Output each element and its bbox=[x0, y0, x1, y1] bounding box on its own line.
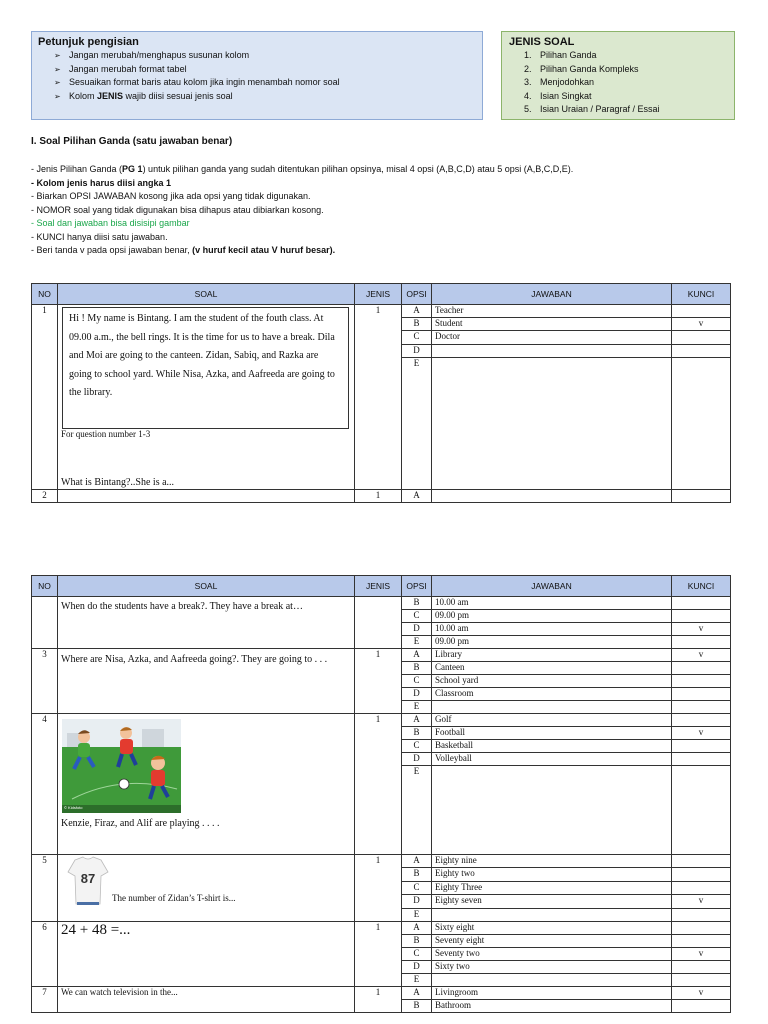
table-row bbox=[32, 305, 731, 318]
answer-text bbox=[432, 344, 672, 357]
question-cell bbox=[58, 855, 355, 922]
jenis-value: 1 bbox=[355, 305, 402, 490]
question-number: 5 bbox=[32, 855, 58, 922]
arrow-bullet-icon: ➢ bbox=[54, 64, 61, 74]
table-row bbox=[32, 855, 731, 868]
answer-text bbox=[432, 490, 672, 503]
question-table-2 bbox=[31, 575, 731, 1013]
answer-text: Teacher bbox=[432, 305, 672, 318]
answer-key bbox=[672, 868, 731, 881]
answer-text: Eighty Three bbox=[432, 881, 672, 894]
jenis-soal-title: JENIS SOAL bbox=[509, 36, 575, 48]
header-jenis: JENIS bbox=[355, 284, 402, 305]
question-text: Where are Nisa, Azka, and Aafreeda going?. They are going to . . . bbox=[58, 649, 355, 714]
option-letter: D bbox=[402, 623, 432, 636]
table-row bbox=[32, 987, 731, 1000]
jenis-value: 1 bbox=[355, 855, 402, 922]
answer-text: Football bbox=[432, 727, 672, 740]
instruction-item: ➢ Jangan merubah/menghapus susunan kolom bbox=[54, 49, 340, 63]
question-number: 7 bbox=[32, 987, 58, 1013]
table-row bbox=[32, 649, 731, 662]
arrow-bullet-icon: ➢ bbox=[54, 51, 61, 60]
answer-key: v bbox=[672, 987, 731, 1000]
answer-text bbox=[432, 701, 672, 714]
answer-key: v bbox=[672, 318, 731, 331]
option-letter: A bbox=[402, 649, 432, 662]
answer-key bbox=[672, 961, 731, 974]
note-line: - Biarkan OPSI JAWABAN kosong jika ada opsi yang tidak digunakan. bbox=[31, 191, 311, 201]
answer-key bbox=[672, 881, 731, 894]
option-letter: C bbox=[402, 675, 432, 688]
answer-key: v bbox=[672, 649, 731, 662]
arrow-bullet-icon: ➢ bbox=[54, 78, 61, 87]
answer-text: 09.00 pm bbox=[432, 636, 672, 649]
answer-key bbox=[672, 636, 731, 649]
answer-key: v bbox=[672, 623, 731, 636]
section-title: I. Soal Pilihan Ganda (satu jawaban benar) bbox=[31, 136, 233, 147]
table-header-row bbox=[32, 576, 731, 597]
note-line: - NOMOR soal yang tidak digunakan bisa dihapus atau dibiarkan kosong. bbox=[31, 204, 324, 215]
answer-text bbox=[432, 766, 672, 855]
answer-text: Sixty two bbox=[432, 961, 672, 974]
answer-key: v bbox=[672, 895, 731, 908]
answer-text: Volleyball bbox=[432, 753, 672, 766]
option-letter: B bbox=[402, 727, 432, 740]
header-no: NO bbox=[32, 576, 58, 597]
question-cell bbox=[58, 490, 355, 503]
header-kunci: KUNCI bbox=[672, 576, 731, 597]
table-header-row bbox=[32, 284, 731, 305]
header-opsi: OPSI bbox=[402, 576, 432, 597]
jenis-item: 5. Isian Uraian / Paragraf / Essai bbox=[524, 104, 660, 114]
arrow-bullet-icon: ➢ bbox=[54, 91, 61, 101]
answer-text: Seventy two bbox=[432, 948, 672, 961]
table-row bbox=[32, 922, 731, 935]
answer-key bbox=[672, 935, 731, 948]
note-line: - Kolom jenis harus diisi angka 1 bbox=[31, 177, 172, 188]
answer-key: v bbox=[672, 727, 731, 740]
football-players-image bbox=[62, 719, 181, 813]
answer-text bbox=[432, 908, 672, 921]
question-text: 24 + 48 =... bbox=[58, 922, 355, 987]
option-letter: D bbox=[402, 961, 432, 974]
header-kunci: KUNCI bbox=[672, 284, 731, 305]
answer-key bbox=[672, 610, 731, 623]
answer-key bbox=[672, 740, 731, 753]
jenis-value bbox=[355, 597, 402, 649]
table-row bbox=[32, 597, 731, 610]
notes bbox=[31, 163, 573, 258]
question-text: Kenzie, Firaz, and Alif are playing . . . . bbox=[61, 818, 220, 829]
answer-text: Doctor bbox=[432, 331, 672, 344]
header-jenis: JENIS bbox=[355, 576, 402, 597]
question-number: 6 bbox=[32, 922, 58, 987]
answer-key bbox=[672, 855, 731, 868]
option-letter: E bbox=[402, 701, 432, 714]
option-letter: B bbox=[402, 662, 432, 675]
option-letter: D bbox=[402, 344, 432, 357]
jenis-item: 2. Pilihan Ganda Kompleks bbox=[524, 63, 639, 74]
question-number: 2 bbox=[32, 490, 58, 503]
answer-key bbox=[672, 753, 731, 766]
answer-text bbox=[432, 357, 672, 489]
option-letter: C bbox=[402, 740, 432, 753]
answer-text: Library bbox=[432, 649, 672, 662]
instruction-item: ➢ Jangan merubah format tabel bbox=[54, 63, 340, 77]
answer-key bbox=[672, 344, 731, 357]
header-jawaban: JAWABAN bbox=[432, 576, 672, 597]
question-number: 1 bbox=[32, 305, 58, 490]
answer-key bbox=[672, 662, 731, 675]
answer-key bbox=[672, 701, 731, 714]
jenis-value: 1 bbox=[355, 987, 402, 1013]
note-line: - KUNCI hanya diisi satu jawaban. bbox=[31, 231, 168, 242]
question-cell bbox=[58, 714, 355, 855]
note-line: - Beri tanda v pada opsi jawaban benar, (v huruf kecil atau V huruf besar). bbox=[31, 245, 336, 255]
option-letter: A bbox=[402, 490, 432, 503]
option-letter: B bbox=[402, 318, 432, 331]
answer-key bbox=[672, 908, 731, 921]
reading-passage: Hi ! My name is Bintang. I am the student of the fouth class. At 09.00 a.m., the bell rings. It is the time for us to have a break. Dila and Moi are going to the canteen. Zidan, Sabiq, and Razka are going to school yard. While Nisa, Azka, and Aafreeda are going to the library. bbox=[62, 307, 349, 429]
instructions-box bbox=[31, 31, 483, 120]
answer-text: Sixty eight bbox=[432, 922, 672, 935]
answer-key bbox=[672, 688, 731, 701]
jenis-soal-box bbox=[501, 31, 735, 120]
option-letter: A bbox=[402, 714, 432, 727]
answer-key bbox=[672, 922, 731, 935]
jenis-item: 3. Menjodohkan bbox=[524, 77, 595, 87]
option-letter: A bbox=[402, 305, 432, 318]
option-letter: E bbox=[402, 636, 432, 649]
answer-text: School yard bbox=[432, 675, 672, 688]
answer-text: Canteen bbox=[432, 662, 672, 675]
jenis-item: 1. Pilihan Ganda bbox=[524, 50, 597, 60]
answer-text bbox=[432, 974, 672, 987]
question-text: The number of Zidan’s T-shirt is... bbox=[112, 893, 236, 903]
instruction-item: ➢ Sesuaikan format baris atau kolom jika ingin menambah nomor soal bbox=[54, 76, 340, 90]
answer-key bbox=[672, 675, 731, 688]
header-jawaban: JAWABAN bbox=[432, 284, 672, 305]
answer-key bbox=[672, 305, 731, 318]
option-letter: E bbox=[402, 357, 432, 489]
jenis-value: 1 bbox=[355, 922, 402, 987]
header-soal: SOAL bbox=[58, 284, 355, 305]
note-line: - Jenis Pilihan Ganda (PG 1) untuk pilihan ganda yang sudah ditentukan pilihan opsinya, misal 4 opsi (A,B,C,D) atau 5 opsi (A,B,C,D,E). bbox=[31, 164, 574, 174]
answer-key bbox=[672, 714, 731, 727]
option-letter: C bbox=[402, 610, 432, 623]
answer-text: Livingroom bbox=[432, 987, 672, 1000]
tshirt-image bbox=[67, 856, 109, 906]
jenis-value: 1 bbox=[355, 490, 402, 503]
answer-key bbox=[672, 331, 731, 344]
option-letter: D bbox=[402, 753, 432, 766]
answer-key bbox=[672, 597, 731, 610]
answer-text: Eighty seven bbox=[432, 895, 672, 908]
answer-text: Bathroom bbox=[432, 1000, 672, 1013]
answer-text: 10.00 am bbox=[432, 623, 672, 636]
question-text: When do the students have a break?. They have a break at… bbox=[58, 597, 355, 649]
shirt-number: 87 bbox=[80, 871, 96, 886]
option-letter: B bbox=[402, 1000, 432, 1013]
option-letter: A bbox=[402, 922, 432, 935]
question-number bbox=[32, 597, 58, 649]
answer-text: Basketball bbox=[432, 740, 672, 753]
jenis-soal-list bbox=[524, 49, 660, 117]
answer-text: Student bbox=[432, 318, 672, 331]
answer-key: v bbox=[672, 948, 731, 961]
question-text: What is Bintang?..She is a... bbox=[61, 477, 175, 488]
answer-key bbox=[672, 1000, 731, 1013]
option-letter: A bbox=[402, 855, 432, 868]
question-number: 4 bbox=[32, 714, 58, 855]
question-cell bbox=[58, 305, 355, 490]
image-credit: © Kidsfoto bbox=[64, 805, 83, 810]
answer-text: 09.00 pm bbox=[432, 610, 672, 623]
option-letter: C bbox=[402, 331, 432, 344]
answer-text: Classroom bbox=[432, 688, 672, 701]
instructions-title: Petunjuk pengisian bbox=[38, 36, 139, 48]
note-line: - Soal dan jawaban bisa disisipi gambar bbox=[31, 218, 190, 228]
answer-key bbox=[672, 357, 731, 489]
option-letter: E bbox=[402, 766, 432, 855]
option-letter: C bbox=[402, 948, 432, 961]
option-letter: E bbox=[402, 908, 432, 921]
answer-key bbox=[672, 974, 731, 987]
instructions-list bbox=[54, 49, 340, 103]
option-letter: D bbox=[402, 688, 432, 701]
jenis-item: 4. Isian Singkat bbox=[524, 90, 592, 101]
answer-text: Golf bbox=[432, 714, 672, 727]
passage-note: For question number 1-3 bbox=[61, 429, 151, 439]
header-opsi: OPSI bbox=[402, 284, 432, 305]
option-letter: B bbox=[402, 597, 432, 610]
question-table-1 bbox=[31, 283, 731, 503]
answer-key bbox=[672, 766, 731, 855]
option-letter: B bbox=[402, 868, 432, 881]
table-row bbox=[32, 490, 731, 503]
option-letter: C bbox=[402, 881, 432, 894]
table-row bbox=[32, 714, 731, 727]
answer-text: 10.00 am bbox=[432, 597, 672, 610]
answer-key bbox=[672, 490, 731, 503]
answer-text: Seventy eight bbox=[432, 935, 672, 948]
question-text: We can watch television in the... bbox=[58, 987, 355, 1013]
header-soal: SOAL bbox=[58, 576, 355, 597]
header-no: NO bbox=[32, 284, 58, 305]
option-letter: A bbox=[402, 987, 432, 1000]
jenis-value: 1 bbox=[355, 649, 402, 714]
question-number: 3 bbox=[32, 649, 58, 714]
option-letter: B bbox=[402, 935, 432, 948]
instruction-item: ➢ Kolom JENIS wajib diisi sesuai jenis soal bbox=[54, 90, 340, 104]
answer-text: Eighty nine bbox=[432, 855, 672, 868]
option-letter: D bbox=[402, 895, 432, 908]
answer-text: Eighty two bbox=[432, 868, 672, 881]
option-letter: E bbox=[402, 974, 432, 987]
jenis-value: 1 bbox=[355, 714, 402, 855]
